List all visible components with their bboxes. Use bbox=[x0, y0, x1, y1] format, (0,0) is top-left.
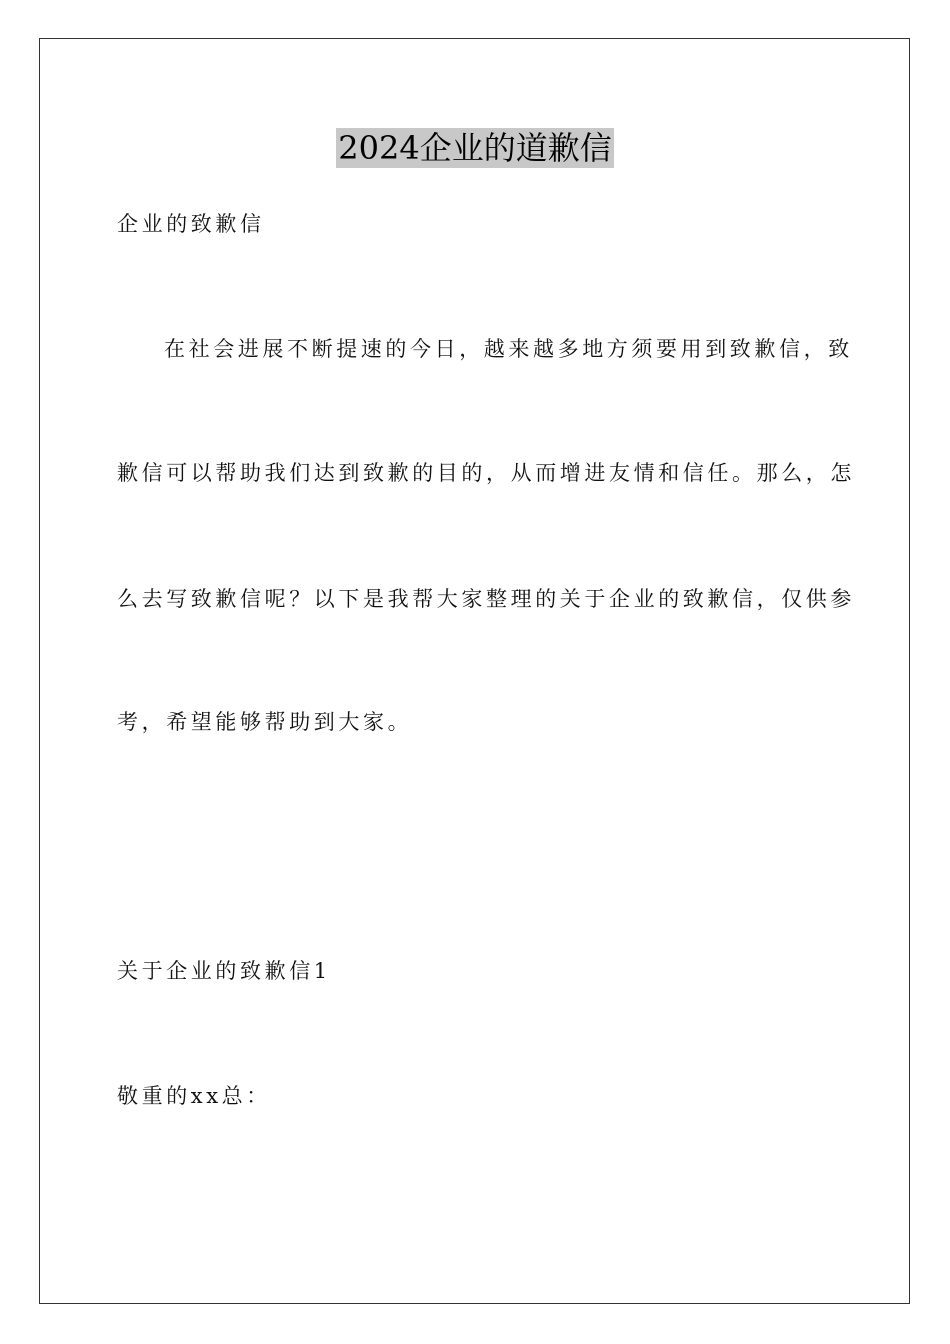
page-title: 2024企业的道歉信 bbox=[338, 129, 612, 167]
salutation: 敬重的xx总： bbox=[117, 1084, 271, 1108]
intro-line-2: 歉信可以帮助我们达到致歉的目的，从而增进友情和信任。那么，怎 bbox=[117, 461, 855, 485]
intro-line-1: 在社会进展不断提速的今日，越来越多地方须要用到致歉信，致 bbox=[164, 337, 853, 361]
intro-line-3: 么去写致歉信呢？以下是我帮大家整理的关于企业的致歉信，仅供参 bbox=[117, 587, 855, 611]
intro-line-4: 考，希望能够帮助到大家。 bbox=[117, 710, 413, 734]
title-container bbox=[0, 128, 950, 168]
document-subtitle: 企业的致歉信 bbox=[117, 212, 265, 236]
section-heading: 关于企业的致歉信1 bbox=[117, 959, 331, 983]
